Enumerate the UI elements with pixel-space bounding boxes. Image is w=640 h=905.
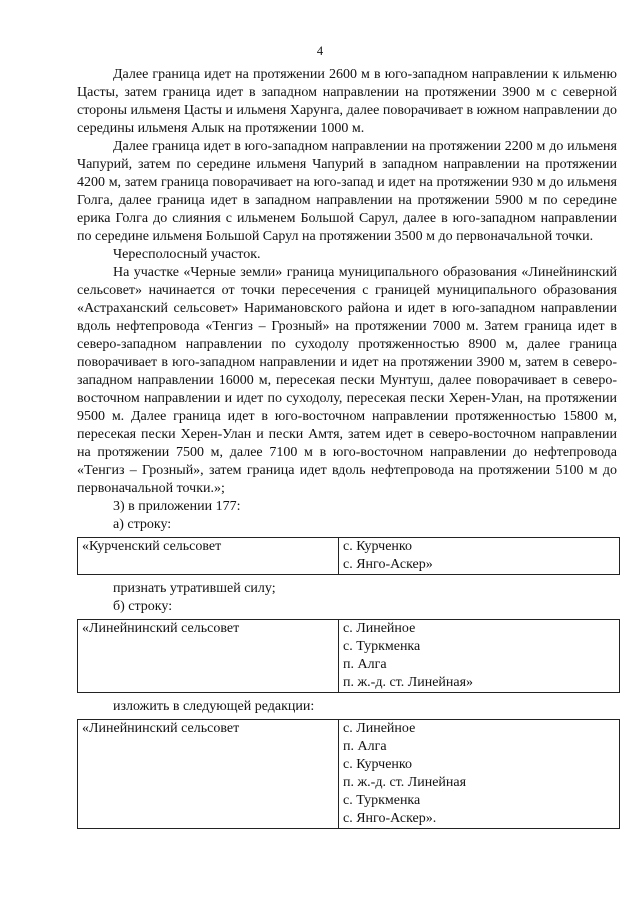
settlement: п. ж.-д. ст. Линейная bbox=[343, 775, 467, 790]
paragraph: На участке «Черные земли» граница муниципального образования «Линейнинский сельсовет» начинается от точки пересечения с границей муниципального образования «Астраханский сельсовет» Наримановского района и идет в юго-западном направлении вдоль нефтепровода «Тенгиз – Грозный» на протяжении 7000 м. Затем граница идет в северо-западном направлении по суходолу протяженностью 8900 м, далее граница поворачивает в юго-западном направлении и идет на протяжении 3900 м, затем в северо-западном направлении 16000 м, пересекая пески Мунтуш, далее поворачивает в северо-восточном направлении и идет по суходолу, пересекая пески Херен-Улан, на протяжении 9500 м. Далее граница идет в юго-восточном направлении протяженностью 15800 м, пересекая пески Херен-Улан и пески Амтя, затем идет в северо-восточном направлении на протяжении 7500 м, далее 7100 м в юго-восточном направлении до нефтепровода «Тенгиз – Грозный», затем граница идет вдоль нефтепровода на протяжении 5100 м до первоначальной точки.»; bbox=[77, 265, 617, 496]
list-item-3: 3) в приложении 177: bbox=[113, 499, 241, 514]
settlement: с. Янго-Аскер» bbox=[343, 557, 433, 572]
table-cell-settlements bbox=[339, 538, 620, 575]
instruction-text: изложить в следующей редакции: bbox=[113, 699, 315, 714]
page-number: 4 bbox=[316, 44, 324, 58]
table-cell-municipality: «Линейнинский сельсовет bbox=[78, 620, 339, 693]
settlement: с. Курченко bbox=[343, 539, 412, 554]
table-kurchensky bbox=[77, 537, 620, 575]
table-row bbox=[78, 620, 620, 693]
document-body bbox=[77, 66, 617, 834]
settlement: с. Линейное bbox=[343, 621, 416, 636]
settlement: с. Линейное bbox=[343, 721, 416, 736]
table-cell-municipality: «Курченский сельсовет bbox=[78, 538, 339, 575]
settlement: с. Туркменка bbox=[343, 793, 421, 808]
settlement: п. Алга bbox=[343, 657, 387, 672]
settlement: с. Курченко bbox=[343, 757, 412, 772]
table-cell-municipality: «Линейнинский сельсовет bbox=[78, 720, 339, 829]
settlement: с. Янго-Аскер». bbox=[343, 811, 437, 826]
table-cell-settlements bbox=[339, 620, 620, 693]
table-row bbox=[78, 538, 620, 575]
instruction-text: признать утратившей силу; bbox=[113, 581, 276, 596]
list-item-b: б) строку: bbox=[113, 599, 173, 614]
table-lineininsky-old bbox=[77, 619, 620, 693]
paragraph: Далее граница идет на протяжении 2600 м в юго-западном направлении к ильменю Цасты, затем граница идет в западном направлении на протяжении 3900 м с северной стороны ильменя Цасты и ильменя Харунга, далее поворачивает в южном направлении до середины ильменя Алык на протяжении 1000 м. bbox=[77, 67, 617, 136]
paragraph: Далее граница идет в юго-западном направлении на протяжении 2200 м до ильменя Чапурий, затем по середине ильменя Чапурий в западном направлении на протяжении 4200 м, затем граница поворачивает на юго-запад и идет на протяжении 930 м до ильменя Голга, далее граница идет в западном направлении на протяжении 5900 м по середине ерика Голга до слияния с ильменем Большой Сарул, далее в юго-западном направлении по середине ильменя Большой Сарул на протяжении 3500 м до первоначальной точки. bbox=[77, 139, 617, 244]
list-item-a: а) строку: bbox=[113, 517, 172, 532]
table-lineininsky-new bbox=[77, 719, 620, 829]
settlement: п. Алга bbox=[343, 739, 387, 754]
settlement: с. Туркменка bbox=[343, 639, 421, 654]
section-heading: Чересполосный участок. bbox=[113, 247, 261, 262]
table-cell-settlements bbox=[339, 720, 620, 829]
table-row bbox=[78, 720, 620, 829]
settlement: п. ж.-д. ст. Линейная» bbox=[343, 675, 474, 690]
